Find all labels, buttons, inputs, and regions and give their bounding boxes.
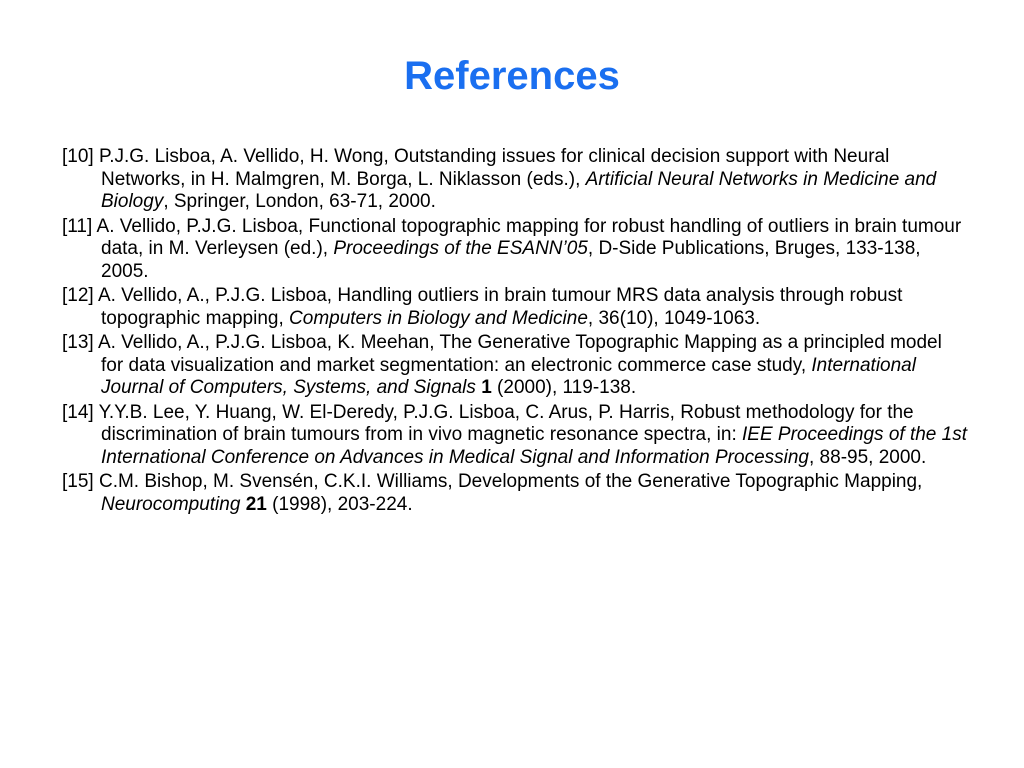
- reference-volume: 21: [245, 493, 267, 515]
- reference-item: [62, 402, 968, 470]
- reference-authors-text: A. Vellido, A., P.J.G. Lisboa, Handling outliers in brain tumour MRS data analysis through robust topographic mapping,: [97, 285, 903, 329]
- reference-number: [15]: [62, 471, 94, 493]
- reference-source-title: Artificial Neural Networks in Medicine and Biology: [101, 168, 937, 213]
- reference-number: [11]: [62, 215, 93, 237]
- reference-volume: 1: [481, 377, 492, 399]
- reference-number: [10]: [62, 146, 94, 167]
- reference-details: , 88-95, 2000.: [809, 446, 927, 468]
- reference-authors-text: P.J.G. Lisboa, A. Vellido, H. Wong, Outstanding issues for clinical decision support with Neural Networks, in H. Malmgren, M. Borga, L. Niklasson (eds.),: [98, 146, 890, 190]
- reference-item: [62, 216, 968, 284]
- reference-details: , D-Side Publications, Bruges, 133-138, 2005.: [101, 238, 921, 282]
- reference-details: (1998), 203-224.: [266, 493, 413, 515]
- reference-source-title: IEE Proceedings of the 1st International Conference on Advances in Medical Signal and Information Processing: [101, 424, 967, 468]
- reference-authors-text: A. Vellido, P.J.G. Lisboa, Functional topographic mapping for robust handling of outliers in brain tumour data, in M. Verleysen (ed.),: [96, 215, 962, 260]
- slide-title: References: [404, 54, 620, 98]
- reference-source-title: Computers in Biology and Medicine: [289, 307, 588, 329]
- reference-details: , Springer, London, 63-71, 2000.: [163, 191, 436, 213]
- reference-number: [12]: [62, 285, 94, 307]
- reference-item: [62, 146, 968, 214]
- reference-source-title: Neurocomputing: [101, 493, 241, 515]
- reference-item: [62, 332, 968, 400]
- reference-source-title: Proceedings of the ESANN’05: [333, 238, 588, 260]
- reference-authors-text: C.M. Bishop, M. Svensén, C.K.I. Williams, Developments of the Generative Topographic Mapping,: [98, 471, 923, 493]
- reference-list: [62, 146, 968, 518]
- reference-number: [13]: [62, 332, 94, 354]
- reference-number: [14]: [62, 401, 94, 423]
- reference-item: [62, 285, 968, 330]
- reference-authors-text: Y.Y.B. Lee, Y. Huang, W. El-Deredy, P.J.G. Lisboa, C. Arus, P. Harris, Robust methodology for the discrimination of brain tumours from in vivo magnetic resonance spectra, in:: [98, 401, 914, 446]
- reference-item: [62, 471, 968, 516]
- reference-authors-text: A. Vellido, A., P.J.G. Lisboa, K. Meehan, The Generative Topographic Mapping as a principled model for data visualization and market segmentation: an electronic commerce case study,: [97, 332, 942, 376]
- reference-source-title: International Journal of Computers, Systems, and Signals: [101, 354, 916, 399]
- reference-details: , 36(10), 1049-1063.: [587, 307, 761, 329]
- reference-details: (2000), 119-138.: [491, 377, 637, 399]
